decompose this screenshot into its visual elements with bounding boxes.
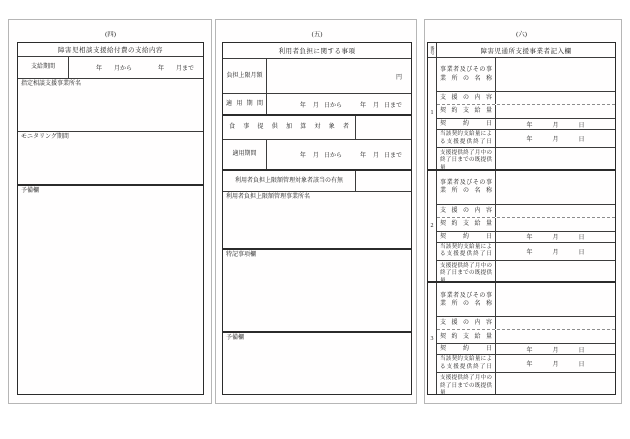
day-label: 日 (578, 122, 585, 129)
apply-period-value-2 (267, 140, 411, 169)
panel-six-table (427, 42, 616, 395)
contract-date-label: 契約日 (437, 119, 496, 129)
year-label: 年 (526, 235, 533, 242)
contract-date-label: 契約日 (437, 232, 496, 242)
panel-four-title-row (18, 43, 203, 56)
day-from-label: 日から (323, 153, 342, 159)
provided-amount-row (437, 260, 615, 282)
year-from-label: 年 (299, 102, 306, 109)
contract-amount-value (496, 105, 615, 118)
yen-label: 円 (395, 74, 402, 81)
year-to-label: 年 (157, 66, 164, 72)
supply-period-row (18, 56, 203, 78)
panel-four-reserve-label: 予備欄 (21, 188, 40, 194)
ceiling-office-label: 利用者負担上限額管理事業所名 (226, 194, 311, 200)
panel-five-tag: (五) (311, 31, 323, 38)
provider-block-2 (428, 169, 615, 282)
month-label: 月 (552, 347, 559, 354)
support-end-date-label: 当該契約支給量による支援提供終了日 (437, 130, 496, 147)
support-content-row (437, 204, 615, 217)
month-label: 月 (552, 235, 559, 242)
support-end-date-row (437, 242, 615, 260)
month-to-label: 月 (372, 153, 379, 159)
provider-name-row (437, 283, 615, 316)
panel-four-table (17, 42, 204, 395)
day-label: 日 (578, 235, 585, 242)
ceiling-management-value (356, 171, 411, 191)
contract-date-label: 契約日 (437, 344, 496, 354)
support-end-date-label: 当該契約支給量による支援提供終了日 (437, 355, 496, 372)
number-column-header: 番号 (428, 43, 437, 57)
day-label: 日 (578, 347, 585, 354)
contract-amount-label: 契約支給量 (437, 218, 496, 231)
panel-five-table (222, 42, 412, 395)
contract-amount-label: 契約支給量 (437, 105, 496, 118)
support-content-label: 支援の内容 (437, 92, 496, 104)
burden-ceiling-label: 負担上限月額 (223, 59, 267, 93)
contract-amount-row (437, 217, 615, 231)
month-to-label: 月まで (175, 66, 194, 72)
panel-six-tag: (六) (516, 31, 527, 38)
contract-amount-value (496, 218, 615, 231)
month-from-label: 月 (312, 102, 319, 109)
day-to-label: 日まで (383, 153, 402, 159)
burden-ceiling-row (223, 58, 411, 93)
provided-amount-label: 支援提供終了月中の終了日までの既提供量 (437, 373, 496, 394)
monitoring-section (18, 131, 203, 184)
year-to-label: 年 (359, 153, 366, 159)
day-from-label: 日から (323, 102, 342, 109)
apply-period-row-1 (223, 93, 411, 114)
month-label: 月 (552, 249, 559, 256)
contract-date-row (437, 231, 615, 242)
apply-period-value-1 (267, 94, 411, 114)
day-label: 日 (578, 249, 585, 256)
notes-section (223, 248, 411, 331)
consult-office-label: 指定相談支援事業所名 (21, 81, 82, 87)
year-label: 年 (526, 122, 533, 129)
support-content-row (437, 91, 615, 104)
contract-date-value (496, 232, 615, 242)
provider-name-row (437, 171, 615, 204)
contract-date-row (437, 343, 615, 354)
support-content-label: 支援の内容 (437, 205, 496, 217)
support-end-date-value (496, 355, 615, 372)
supply-period-label: 支給期間 (18, 57, 69, 78)
notes-label: 特記事項欄 (226, 252, 257, 258)
consult-office-section (18, 78, 203, 131)
panel-five-reserve-section (223, 331, 411, 394)
provider-block-1 (428, 57, 615, 169)
provider-name-row (437, 58, 615, 91)
provided-amount-row (437, 372, 615, 397)
contract-date-value (496, 119, 615, 129)
ceiling-office-section (223, 191, 411, 248)
panel-five-title: 利用者負担に関する事項 (278, 48, 356, 55)
provider-name-value (496, 58, 615, 91)
provider-name-label: 事業者及びその事業所の名称 (437, 58, 496, 91)
burden-ceiling-value (267, 59, 411, 93)
year-label: 年 (526, 249, 533, 256)
provided-amount-label: 支援提供終了月中の終了日までの既提供量 (437, 261, 496, 282)
meal-addon-value (356, 116, 411, 139)
provided-amount-value (496, 373, 615, 394)
support-content-value (496, 205, 615, 217)
month-from-label: 月 (312, 153, 319, 159)
provided-amount-label: 支援提供終了月中の終了日までの既提供量 (437, 148, 496, 169)
panel-four-reserve-section (18, 184, 203, 394)
month-label: 月 (552, 137, 559, 143)
contract-amount-value (496, 330, 615, 343)
contract-amount-row (437, 104, 615, 118)
supply-period-value (69, 57, 203, 78)
panel-five-reserve-label: 予備欄 (226, 335, 245, 341)
provider-name-label: 事業者及びその事業所の名称 (437, 283, 496, 316)
month-to-label: 月 (372, 102, 379, 109)
contract-amount-row (437, 329, 615, 343)
ceiling-management-label: 利用者負担上限額管理対象者該当の有無 (223, 171, 356, 191)
support-end-date-row (437, 354, 615, 372)
month-from-label: 月から (113, 66, 132, 72)
block-number-1: 1 (428, 58, 437, 169)
panel-five-title-row (223, 43, 411, 58)
contract-date-value (496, 344, 615, 354)
support-end-date-value (496, 243, 615, 260)
provider-name-label: 事業者及びその事業所の名称 (437, 171, 496, 204)
support-content-value (496, 317, 615, 329)
support-end-date-label: 当該契約支給量による支援提供終了日 (437, 243, 496, 260)
support-content-value (496, 92, 615, 104)
day-label: 日 (578, 362, 585, 369)
month-label: 月 (552, 362, 559, 369)
year-from-label: 年 (299, 153, 306, 159)
block-number-2: 2 (428, 171, 437, 282)
year-from-label: 年 (95, 66, 102, 72)
panel-six-title: 障害児通所支援事業者記入欄 (480, 47, 572, 55)
apply-period-label-1: 適用期間 (223, 94, 267, 114)
year-label: 年 (526, 347, 533, 354)
provider-name-value (496, 171, 615, 204)
day-label: 日 (578, 137, 585, 143)
year-label: 年 (526, 362, 533, 369)
meal-addon-row (223, 114, 411, 139)
panel-four-title: 障害児相談支援給付費の支給内容 (58, 47, 163, 54)
support-end-date-value (496, 130, 615, 147)
support-end-date-row (437, 129, 615, 147)
support-content-row (437, 316, 615, 329)
block-number-3: 3 (428, 283, 437, 394)
provided-amount-row (437, 147, 615, 169)
ceiling-management-row (223, 169, 411, 191)
meal-addon-label: 食事提供加算対象者 (223, 116, 356, 139)
monitoring-label: モニタリング期間 (21, 134, 69, 140)
apply-period-row-2 (223, 139, 411, 169)
day-to-label: 日まで (383, 102, 402, 109)
panel-four-tag: (四) (105, 31, 116, 38)
provided-amount-value (496, 148, 615, 169)
panel-six-title-row (428, 43, 615, 57)
support-content-label: 支援の内容 (437, 317, 496, 329)
apply-period-label-2: 適用期間 (223, 140, 267, 169)
contract-date-row (437, 118, 615, 129)
contract-amount-label: 契約支給量 (437, 330, 496, 343)
provider-block-3 (428, 281, 615, 397)
year-to-label: 年 (359, 102, 366, 109)
month-label: 月 (552, 122, 559, 129)
provider-name-value (496, 283, 615, 316)
year-label: 年 (526, 137, 533, 143)
provided-amount-value (496, 261, 615, 282)
